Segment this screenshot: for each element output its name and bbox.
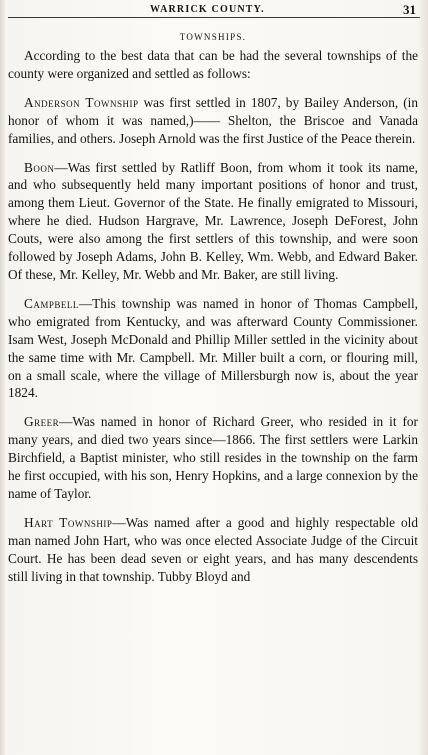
paragraph-text: —Was named after a good and highly respectable old man named John Hart, who was once elected Associate Judge of the Circuit Court. He has been dead seven or eight years, and has many descendents still living in that township. Tubby Bloyd and bbox=[8, 514, 418, 584]
paragraph-text: —This township was named in honor of Thomas Campbell, who emigrated from Kentucky, and was afterward County Commissioner. Isam West, Joseph McDonald and Phillip Miller settled in the vicinity about the same time with Mr. Campbell. Mr. Miller built a corn, or flouring mill, on a small scale, where the village of Millersburgh now is, about the year 1824. bbox=[8, 295, 418, 401]
paragraph-text: was first settled in 1807, by Bailey Anderson, (in honor of whom it was named,)—— Shelton, the Briscoe and Vanada families, and others. Joseph Arnold was the first Justice of the Peace therein. bbox=[8, 94, 418, 146]
running-title: WARRICK COUNTY. bbox=[150, 4, 265, 15]
anderson-township-paragraph bbox=[8, 94, 418, 148]
paragraph-lead: Boon bbox=[24, 159, 55, 175]
paragraph-text: According to the best data that can be had the several townships of the county were organized and settled as follows: bbox=[8, 48, 418, 81]
hart-township-paragraph bbox=[8, 514, 418, 586]
paragraph-lead: Anderson Township bbox=[24, 94, 139, 110]
intro-paragraph bbox=[8, 47, 418, 83]
campbell-township-paragraph bbox=[8, 295, 418, 402]
paragraph-text: —Was first settled by Ratliff Boon, from whom it took its name, and who subsequently held many important positions of honor and trust, among them Lieut. Governor of the State. He finally emigrated to Missouri, where he died. Hudson Hargrave, Mr. Lawrence, Joseph DeForest, John Couts, were also among the first settlers of this township, and were soon followed by Joseph Adams, John B. Kelley, Wm. Webb, and Edward Baker. Of these, Mr. Kelley, Mr. Webb and Mr. Baker, are still living. bbox=[8, 159, 418, 282]
running-head bbox=[0, 0, 428, 18]
greer-township-paragraph bbox=[8, 413, 418, 503]
paragraph-lead: Greer bbox=[24, 414, 60, 430]
paragraph-lead: Hart Township bbox=[24, 514, 113, 530]
section-heading: TOWNSHIPS. bbox=[179, 32, 247, 42]
page-body bbox=[8, 26, 418, 596]
paragraph-lead: Campbell bbox=[24, 295, 79, 311]
paragraph-text: —Was named in honor of Richard Greer, who resided in it for many years, and died two years since—1866. The first settlers were Larkin Birchfield, a Baptist minister, who still resides in the township on the farm he first occupied, with his son, Henry Hopkins, and a large connexion by the name of Taylor. bbox=[8, 414, 418, 501]
boon-township-paragraph bbox=[8, 159, 418, 284]
page-number: 31 bbox=[403, 2, 416, 17]
header-rule bbox=[8, 17, 420, 18]
